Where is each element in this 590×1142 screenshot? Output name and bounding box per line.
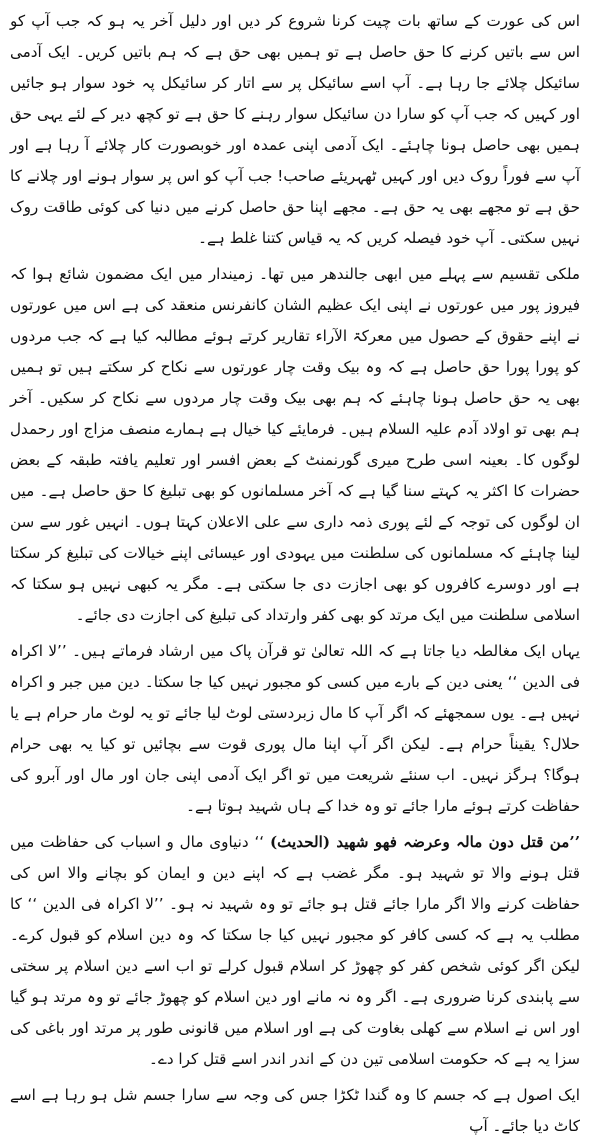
paragraph-2 (10, 259, 580, 631)
paragraph-1-text: اس کی عورت کے ساتھ بات چیت کرنا شروع کر دیں اور دلیل آخر یہ ہو کہ جب آپ کو اس سے باتیں کرنے کا حق حاصل ہے تو ہمیں بھی حق ہے کہ ہم باتیں کریں۔ ایک آدمی سائیکل چلائے جا رہا ہے۔ آپ اسے سائیکل پر سے اتار کر سائیکل پہ خود سوار ہو جائیں اور کہیں کہ جب آپ کو سارا دن سائیکل سوار رہنے کا حق ہے تو کچھ دیر کے لئے یہی حق ہمیں بھی حاصل ہونا چاہئے۔ ایک آدمی اپنی عمدہ اور خوبصورت کار چلائے آ رہا ہے اور آپ سے فوراً روک دیں اور کہیں ٹھہریئے صاحب! جب آپ کو اس پر سوار ہونے اور چلانے کا حق ہے تو مجھے بھی یہ حق ہے۔ مجھے اپنا حق حاصل کرنے میں دنیا کی کوئی طاقت روک نہیں سکتی۔ آپ خود فیصلہ کریں کہ یہ قیاس کتنا غلط ہے۔ (10, 12, 580, 247)
paragraph-3 (10, 636, 580, 822)
paragraph-4-text: ‘‘ دنیاوی مال و اسباب کی حفاظت میں قتل ہونے والا تو شہید ہو۔ مگر غضب ہے کہ اپنے دین و ایمان کو بچانے والا اس کی حفاظت کرنے والا اگر مارا جائے قتل ہو جائے تو وہ شہید نہ ہو۔ ’’لا اکراہ فی الدین ‘‘ کا مطلب یہ ہے کہ کسی کافر کو مجبور نہیں کیا جا سکتا کہ وہ دین اسلام کو قبول کرے۔ لیکن اگر کوئی شخص کفر کو چھوڑ کر اسلام قبول کرلے تو اب اسے دین اسلام پر سختی سے پابندی کرنا ضروری ہے۔ اگر وہ نہ مانے اور دین اسلام کو چھوڑ جائے تو وہ مرتد ہو گیا اور اس نے اسلام سے کھلی بغاوت کی ہے اور اسلام میں قانونی طور پر مرتد اور باغی کی سزا یہ ہے کہ حکومت اسلامی تین دن کے اندر اندر اسے قتل کرا دے۔ (10, 833, 580, 1068)
paragraph-3-text: یہاں ایک مغالطہ دیا جاتا ہے کہ اللہ تعالیٰ تو قرآن پاک میں ارشاد فرماتے ہیں۔ ’’لا اکراہ فی الدین ‘‘ یعنی دین کے بارے میں کسی کو مجبور نہیں کیا جا سکتا۔ دین میں جبر و اکراہ نہیں ہے۔ یوں سمجھئے کہ اگر آپ کا مال زبردستی لوٹ لیا جائے تو یہ لوٹ مار حرام ہے یا حلال؟ یقیناً حرام ہے۔ لیکن اگر آپ اپنا مال پوری قوت سے بچائیں تو کیا یہ بھی حرام ہوگا؟ ہرگز نہیں۔ اب سنئے شریعت میں تو اگر ایک آدمی اپنی جان اور مال اور آبرو کی حفاظت کرتے ہوئے مارا جائے تو وہ خدا کے ہاں شہید ہوتا ہے۔ (10, 642, 580, 815)
hadith-quote: ’’من قتل دون مالہ وعرضہ فھو شھید (الحدیث) (269, 833, 581, 851)
paragraph-5-text: ایک اصول ہے کہ جسم کا وہ گندا ٹکڑا جس کی وجہ سے سارا جسم شل ہو رہا ہے اسے کاٹ دیا جائے۔ آپ (10, 1086, 580, 1135)
paragraph-4 (10, 827, 580, 1075)
paragraph-1 (10, 6, 580, 254)
paragraph-5 (10, 1080, 580, 1142)
paragraph-2-text: ملکی تقسیم سے پہلے میں ابھی جالندھر میں تھا۔ زمیندار میں ایک مضمون شائع ہوا کہ فیروز پور میں عورتوں نے اپنی ایک عظیم الشان کانفرنس منعقد کی ہے اس میں عورتوں نے اپنے حقوق کے حصول میں معرکۃ الآراء تقاریر کرتے ہوئے مطالبہ کیا ہے کہ جب مردوں کو پورا پورا حق حاصل ہے کہ وہ بیک وقت چار عورتوں سے نکاح کر سکتے ہیں تو ہمیں بھی یہ حق حاصل ہونا چاہئے کہ ہم بھی بیک وقت چار مردوں سے نکاح کر سکیں۔ آخر ہم بھی تو اولاد آدم علیہ السلام ہیں۔ فرمایئے کیا خیال ہے ہمارے منصف مزاج اور رحمدل لوگوں کا۔ بعینہ اسی طرح میری گورنمنٹ کے بعض افسر اور تعلیم یافتہ طبقہ کے بعض حضرات کا اکثر یہ کہتے سنا گیا ہے کہ آخر مسلمانوں کو بھی تبلیغ کا حق حاصل ہے۔ میں ان لوگوں کی توجہ کے لئے پوری ذمہ داری سے علی الاعلان کہتا ہوں۔ انہیں غور سے سن لینا چاہئے کہ مسلمانوں کی سلطنت میں یہودی اور عیسائی اپنے خیالات کی تبلیغ کر سکتا ہے اور دوسرے کافروں کو بھی اجازت دی جا سکتی ہے۔ مگر یہ کبھی نہیں ہو سکتا کہ اسلامی سلطنت میں ایک مرتد کو بھی کفر وارتداد کی تبلیغ کی اجازت دی جائے۔ (10, 265, 580, 624)
